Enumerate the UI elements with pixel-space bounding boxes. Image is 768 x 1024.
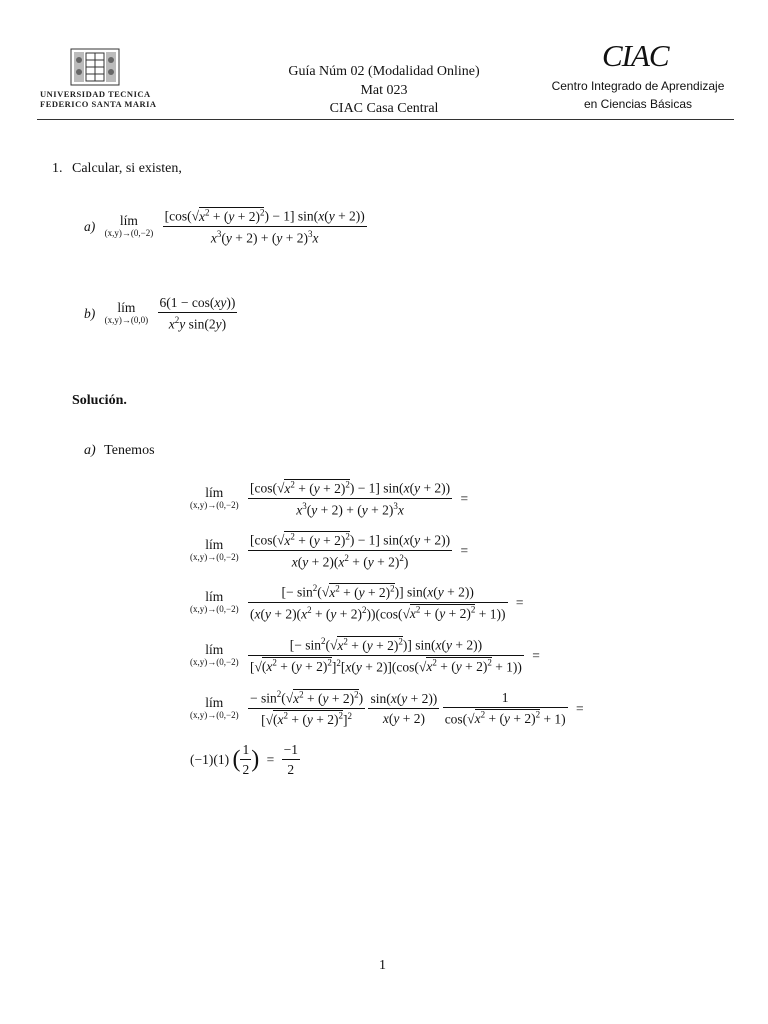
problem-statement — [52, 161, 182, 177]
fraction: $\frac{[\cos(√x^2 + (y + 2)^2) - 1] \sin(x(y + 2))}{x^3(y + 2) + (y + 2)^3x}$ — [164, 207, 365, 245]
solution-part-a-label: a) — [84, 443, 96, 458]
problem-number: 1. — [52, 161, 63, 176]
solution-part-a-intro: a) Tenemos — [84, 443, 155, 458]
solution-step-1: lím (x,y)→(0,−2) $\frac{[\cos(√x^2 + (y + 2)^2) - 1] \sin(x(y + 2))}{x^3(y + 2) + (y + 2)^3x}$ = — [190, 479, 469, 517]
page-number: 1 — [379, 958, 386, 973]
solution-result: (−1)(1) ( $\frac{1}{2}$ ) = $\frac{-1}{2}$ — [190, 742, 298, 777]
part-b-expression — [84, 295, 237, 333]
guide-title: Guía Núm 02 (Modalidad Online) — [288, 64, 480, 79]
campus-name: CIAC Casa Central — [329, 101, 439, 116]
university-crest-icon — [70, 48, 120, 86]
solution-step-4: lím (x,y)→(0,−2) $\frac{[- \sin^2(√x^2 + (y + 2)^2)] \sin(x(y + 2))}{[√(x^2 + (y + 2)^2]^2[x(y + 2)](\cos(√x^2 + (y + 2)^2 + 1))}$ = — [190, 636, 540, 674]
limit-operator: lím (x,y)→(0,−2) — [104, 213, 154, 238]
document-header — [250, 63, 518, 119]
university-name: UNIVERSIDAD TECNICA FEDERICO SANTA MARIA — [40, 89, 157, 109]
ciac-center-name: Centro Integrado de Aprendizaje en Ciencias Básicas — [551, 79, 725, 111]
solution-step-2: lím (x,y)→(0,−2) $\frac{[\cos(√x^2 + (y + 2)^2) - 1] \sin(x(y + 2))}{x(y + 2)(x^2 + (y + 2)^2)}$ = — [190, 531, 469, 569]
course-code: Mat 023 — [360, 82, 408, 98]
limit-operator: lím (x,y)→(0,0) — [104, 300, 149, 326]
solution-heading: Solución. — [72, 393, 127, 408]
solution-step-3: lím (x,y)→(0,−2) $\frac{[- \sin^2(√x^2 + (y + 2)^2)] \sin(x(y + 2))}{(x(y + 2)(x^2 + (y + 2)^2))(\cos(√x^2 + (y + 2)^2 + 1))}$ = — [190, 583, 524, 621]
ciac-logo: CIAC — [602, 38, 669, 73]
fraction: $\frac{6(1 - \cos(xy))}{x^2y \sin(2y)}$ — [159, 295, 236, 332]
problem-text: Calcular, si existen, — [72, 161, 182, 176]
header-divider — [37, 119, 734, 120]
part-a-label: a) — [84, 218, 96, 234]
part-b-label: b) — [84, 305, 96, 321]
solution-step-5: lím (x,y)→(0,−2) $\frac{- \sin^2(√x^2 + (y + 2)^2)}{[√(x^2 + (y + 2)^2]^2}$ $\frac{\sin(x(y + 2))}{x(y + 2)}$ $\frac{1}{\cos(√x^2 + (y + 2)^2 + 1)}$ = — [190, 689, 584, 727]
part-a-expression — [84, 207, 367, 246]
